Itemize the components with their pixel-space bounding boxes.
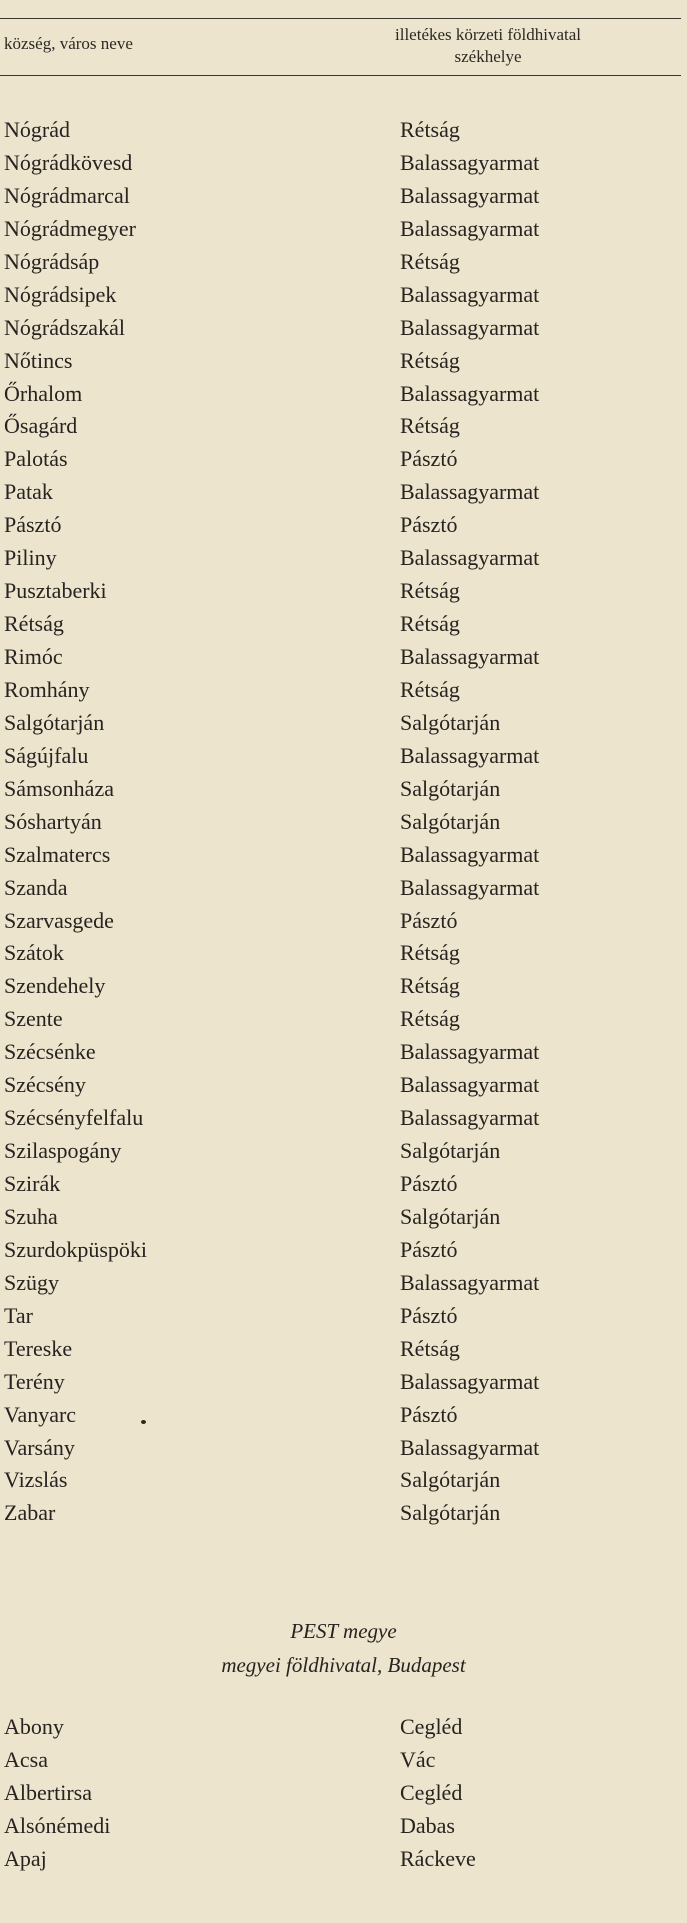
settlement-name: Vizslás [4,1467,68,1493]
header-bottom-rule [0,75,681,76]
settlement-name: Szarvasgede [4,907,114,933]
settlement-name: Ságújfalu [4,742,89,768]
settlement-name: Acsa [4,1746,48,1772]
settlement-name: Romhány [4,676,90,702]
land-office-seat: Pásztó [400,907,458,933]
table-row [0,1433,687,1466]
table-row [0,313,687,346]
table-row [0,938,687,971]
settlement-name: Pusztaberki [4,578,107,604]
land-office-seat: Balassagyarmat [400,874,540,900]
settlement-name: Nógrádmarcal [4,182,130,208]
settlement-name: Szalmatercs [4,841,111,867]
settlement-name: Piliny [4,545,57,571]
table-row [0,181,687,214]
print-speck [141,1420,146,1424]
land-office-seat: Balassagyarmat [400,1269,540,1295]
settlement-name: Apaj [4,1845,47,1871]
settlement-name: Szente [4,1006,63,1032]
land-office-seat: Pásztó [400,1236,458,1262]
settlement-name: Nógrádmegyer [4,215,136,241]
settlement-name: Szilaspogány [4,1138,122,1164]
table-row [0,411,687,444]
land-office-seat: Balassagyarmat [400,1368,540,1394]
land-office-seat: Rétság [400,1335,460,1361]
header-top-rule [0,18,681,19]
table-row [0,1498,687,1531]
table-row [0,477,687,510]
table-row [0,1004,687,1037]
table-row [0,906,687,939]
settlement-name: Nógrád [4,117,70,142]
land-office-seat: Pásztó [400,1171,458,1196]
table-row [0,1235,687,1268]
settlement-name: Abony [4,1714,64,1739]
table-row [0,444,687,477]
settlement-name: Pásztó [4,512,62,538]
settlement-name: Tereske [4,1335,73,1361]
settlement-name: Alsónémedi [4,1812,111,1838]
land-office-seat: Balassagyarmat [400,380,540,406]
land-office-seat: Salgótarján [400,1467,501,1493]
table-row [0,1400,687,1433]
land-office-seat: Rétság [400,940,460,966]
land-office-seat: Ráckeve [400,1845,476,1871]
land-office-seat: Vác [400,1746,436,1772]
table-row [0,774,687,807]
table-row [0,609,687,642]
land-office-seat: Rétság [400,248,460,274]
table-row [0,1202,687,1235]
land-office-seat: Balassagyarmat [400,149,540,175]
table-row [0,1465,687,1498]
settlement-name: Szécsénke [4,1039,96,1065]
settlement-name: Nógrádsáp [4,248,100,274]
land-office-seat: Dabas [400,1812,455,1838]
land-office-seat: Balassagyarmat [400,1039,540,1065]
table-row [0,379,687,412]
table-row [0,1844,687,1877]
settlement-name: Szirák [4,1171,61,1196]
settlement-name: Szécsény [4,1072,86,1098]
settlement-name: Tar [4,1302,33,1328]
land-office-seat: Salgótarján [400,1500,501,1526]
settlement-name: Rimóc [4,644,63,669]
land-office-seat: Balassagyarmat [400,1434,540,1460]
land-office-seat: Rétság [400,413,460,439]
settlement-name: Varsány [4,1434,75,1460]
land-office-seat: Rétság [400,973,460,999]
settlement-name: Ősagárd [4,413,78,439]
table-row [0,247,687,280]
settlement-name: Szátok [4,940,64,966]
settlement-name: Terény [4,1368,65,1394]
settlement-name: Vanyarc [4,1401,77,1427]
settlement-name: Sámsonháza [4,775,114,801]
table-row [0,1367,687,1400]
settlement-name: Nógrádszakál [4,314,125,340]
table-row [0,1136,687,1169]
land-office-seat: Balassagyarmat [400,281,540,307]
table-row [0,873,687,906]
land-office-seat: Balassagyarmat [400,182,540,208]
table-row [0,576,687,609]
land-office-seat: Pásztó [400,1401,458,1427]
land-office-seat: Salgótarján [400,808,501,834]
settlement-name: Szuha [4,1203,58,1229]
table-row [0,1301,687,1334]
table-row [0,510,687,543]
table-row [0,1778,687,1811]
land-office-seat: Rétság [400,1006,460,1032]
table-row [0,1811,687,1844]
table-row [0,1037,687,1070]
land-office-seat: Salgótarján [400,1138,501,1164]
land-office-seat: Pásztó [400,512,458,538]
land-office-seat: Cegléd [400,1779,463,1805]
land-office-seat: Balassagyarmat [400,841,540,867]
land-office-seat: Balassagyarmat [400,1105,540,1131]
settlement-name: Nógrádkövesd [4,149,133,175]
land-office-seat: Balassagyarmat [400,215,540,241]
table-row [0,1712,687,1745]
table-row [0,1070,687,1103]
land-office-seat: Rétság [400,578,460,604]
land-office-seat: Pásztó [400,446,458,472]
section-title: PEST megye [290,1619,397,1643]
pest-settlement-list [0,1712,687,1877]
table-row [0,708,687,741]
settlement-name: Nógrádsipek [4,281,117,307]
settlement-name: Rétság [4,611,64,637]
settlement-name: Palotás [4,446,68,472]
land-office-seat: Rétság [400,117,460,142]
table-row [0,148,687,181]
land-office-seat: Balassagyarmat [400,742,540,768]
table-row [0,1103,687,1136]
land-office-seat: Balassagyarmat [400,644,540,669]
table-row [0,971,687,1004]
land-office-seat: Balassagyarmat [400,479,540,505]
table-row [0,543,687,576]
table-row [0,741,687,774]
table-row [0,346,687,379]
land-office-seat: Salgótarján [400,775,501,801]
table-row [0,840,687,873]
table-row [0,807,687,840]
table-row [0,115,687,148]
settlement-name: Albertirsa [4,1779,92,1805]
table-row [0,675,687,708]
column-header-name: község, város neve [4,34,133,53]
land-office-seat: Rétság [400,676,460,702]
land-office-seat: Rétság [400,611,460,637]
land-office-seat: Salgótarján [400,709,501,735]
settlement-name: Nőtincs [4,347,73,373]
settlement-name: Szurdokpüspöki [4,1236,147,1262]
land-office-seat: Balassagyarmat [400,545,540,571]
land-office-seat: Balassagyarmat [400,314,540,340]
land-office-seat: Balassagyarmat [400,1072,540,1098]
table-row [0,1268,687,1301]
table-row [0,1334,687,1367]
table-row [0,280,687,313]
settlement-name: Patak [4,479,53,505]
column-header-office: illetékes körzeti földhivatal székhelye [395,25,581,66]
settlement-name: Zabar [4,1500,56,1526]
nograd-settlement-list [0,115,687,1531]
settlement-name: Szécsényfelfalu [4,1105,144,1131]
land-office-seat: Rétság [400,347,460,373]
settlement-name: Szügy [4,1269,59,1295]
settlement-name: Szendehely [4,973,106,999]
section-subtitle: megyei földhivatal, Budapest [221,1653,466,1677]
settlement-name: Szanda [4,874,68,900]
settlement-name: Salgótarján [4,709,105,735]
land-office-seat: Salgótarján [400,1203,501,1229]
settlement-name: Őrhalom [4,380,83,406]
settlement-name: Sóshartyán [4,808,102,834]
land-office-seat: Pásztó [400,1302,458,1328]
table-row [0,642,687,675]
table-row [0,1169,687,1202]
land-office-seat: Cegléd [400,1714,463,1739]
table-row [0,214,687,247]
table-row [0,1745,687,1778]
